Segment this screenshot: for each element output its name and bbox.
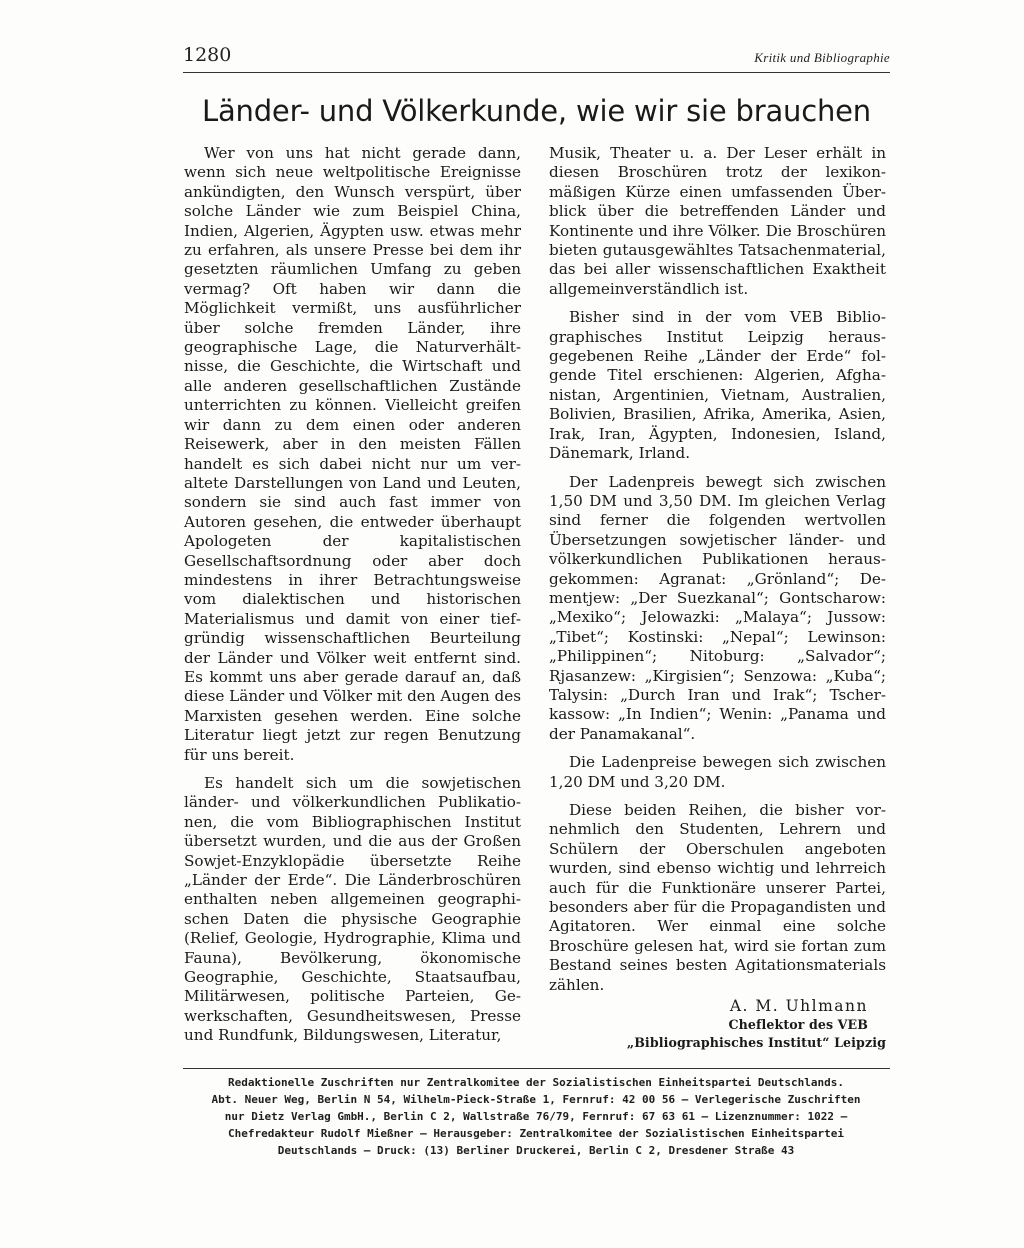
paragraph: Musik, Theater u. a. Der Leser erhält in diesen Broschüren trotz der lexikonmäßigen Kürze einen umfassenden Überblick über die betreffenden Länder und Kontinente und ihre Völker. Die Broschüren bieten gutausgewähltes Tatsachenmaterial, das bei aller wissenschaftlichen Exaktheit allgemeinverständlich ist. bbox=[549, 144, 886, 298]
imprint-line: Redaktionelle Zuschriften nur Zentralkomitee der Sozialistischen Einheitspartei Deutschlands. bbox=[228, 1076, 844, 1089]
paragraph: Bisher sind in der vom VEB Bibliographisches Institut Leipzig herausgegebenen Reihe „Länder der Erde“ folgende Titel erschienen: Algerien, Afghanistan, Argentinien, Vietnam, Australien, Bolivien, Brasilien, Afrika, Amerika, Asien, Irak, Iran, Ägypten, Indonesien, Island, Dänemark, Irland. bbox=[549, 308, 886, 463]
imprint-line: Abt. Neuer Weg, Berlin N 54, Wilhelm-Pieck-Straße 1, Fernruf: 42 00 56 — Verlegerische Zuschriften bbox=[211, 1093, 861, 1106]
imprint-line: Chefredakteur Rudolf Mießner — Herausgeber: Zentralkomitee der Sozialistischen Einheitspartei bbox=[228, 1127, 844, 1140]
imprint-line: nur Dietz Verlag GmbH., Berlin C 2, Wallstraße 76/79, Fernruf: 67 63 61 — Lizenznummer: 1022 — bbox=[224, 1110, 848, 1123]
running-head: Kritik und Bibliographie bbox=[754, 50, 890, 65]
left-column bbox=[184, 144, 521, 1055]
imprint bbox=[180, 1074, 892, 1159]
paragraph: Wer von uns hat nicht gerade dann, wenn sich neue weltpolitische Ereignisse ankündigten, den Wunsch verspürt, über solche Länder wie zum Beispiel China, Indien, Algerien, Ägypten usw. etwas mehr zu erfahren, als unsere Presse bei dem ihr gesetzten räumlichen Umfang zu geben vermag? Oft haben wir dann die Möglichkeit vermißt, uns ausführlicher über solche fremden Länder, ihre geographische Lage, die Naturverhältnisse, die Geschichte, die Wirtschaft und alle anderen gesellschaftlichen Zustände unterrichten zu können. Vielleicht greifen wir dann zu dem einen oder anderen Reisewerk, aber in den meisten Fällen handelt es sich dabei nicht nur um veraltete Darstellungen von Land und Leuten, sondern sie sind auch fast immer von Autoren gesehen, die entweder überhaupt Apologeten der kapitalistischen Gesellschaftsordnung oder aber doch mindestens in ihrer Betrachtungsweise vom dialektischen und historischen Materialismus und damit von einer tiefgründig wissenschaftlichen Beurteilung der Länder und Völker weit entfernt sind. Es kommt uns aber gerade darauf an, daß diese Länder und Völker mit den Augen des Marxisten gesehen werden. Eine solche Literatur liegt jetzt zur regen Benutzung für uns bereit. bbox=[184, 144, 521, 764]
page-number: 1280 bbox=[183, 44, 232, 66]
paragraph: Der Ladenpreis bewegt sich zwischen 1,50 DM und 3,50 DM. Im gleichen Verlag sind ferner die folgenden wertvollen Übersetzungen sowjetischer länder- und völkerkundlichen Publikationen herausgekommen: Agranat: „Grönland“; Dementjew: „Der Suezkanal“; Gontscharow: „Mexiko“; Jelowazki: „Malaya“; Jussow: „Tibet“; Kostinski: „Nepal“; Lewinson: „Philippinen“; Nitoburg: „Salvador“; Rjasanzew: „Kirgisien“; Senzowa: „Kuba“; Talysin: „Durch Iran und Irak“; Tscherkassow: „In Indien“; Wenin: „Panama und der Panamakanal“. bbox=[549, 472, 886, 743]
footer-rule bbox=[183, 1068, 890, 1069]
paragraph: Diese beiden Reihen, die bisher vornehmlich den Studenten, Lehrern und Schülern der Oberschulen angeboten wurden, sind ebenso wichtig und lehrreich auch für die Funktionäre unserer Partei, besonders aber für die Propagandisten und Agitatoren. Wer einmal eine solche Broschüre gelesen hat, wird sie fortan zum Bestand seines besten Agitationsmaterials zählen. bbox=[549, 801, 886, 994]
article-title: Länder- und Völkerkunde, wie wir sie brauchen bbox=[202, 94, 871, 128]
imprint-line: Deutschlands — Druck: (13) Berliner Druckerei, Berlin C 2, Dresdener Straße 43 bbox=[277, 1144, 795, 1157]
author-institution: „Bibliographisches Institut“ Leipzig bbox=[626, 1035, 886, 1051]
paragraph: Es handelt sich um die sowjetischen länder- und völkerkundlichen Publikationen, die vom Bibliographischen Institut übersetzt wurden, und die aus der Großen Sowjet-Enzyklopädie übersetzte Reihe „Länder der Erde“. Die Länderbroschüren enthalten neben allgemeinen geographischen Daten die physische Geographie (Relief, Geologie, Hydrographie, Klima und Fauna), Bevölkerung, ökonomische Geographie, Geschichte, Staatsaufbau, Militärwesen, politische Parteien, Gewerkschaften, Gesundheitswesen, Presse und Rundfunk, Bildungswesen, Literatur, bbox=[184, 774, 521, 1045]
header-rule bbox=[183, 72, 890, 73]
author-name: A. M. Uhlmann bbox=[729, 997, 868, 1016]
author-role: Cheflektor des VEB bbox=[728, 1017, 868, 1033]
right-column bbox=[549, 144, 886, 1052]
paragraph: Die Ladenpreise bewegen sich zwischen 1,20 DM und 3,20 DM. bbox=[549, 753, 886, 791]
